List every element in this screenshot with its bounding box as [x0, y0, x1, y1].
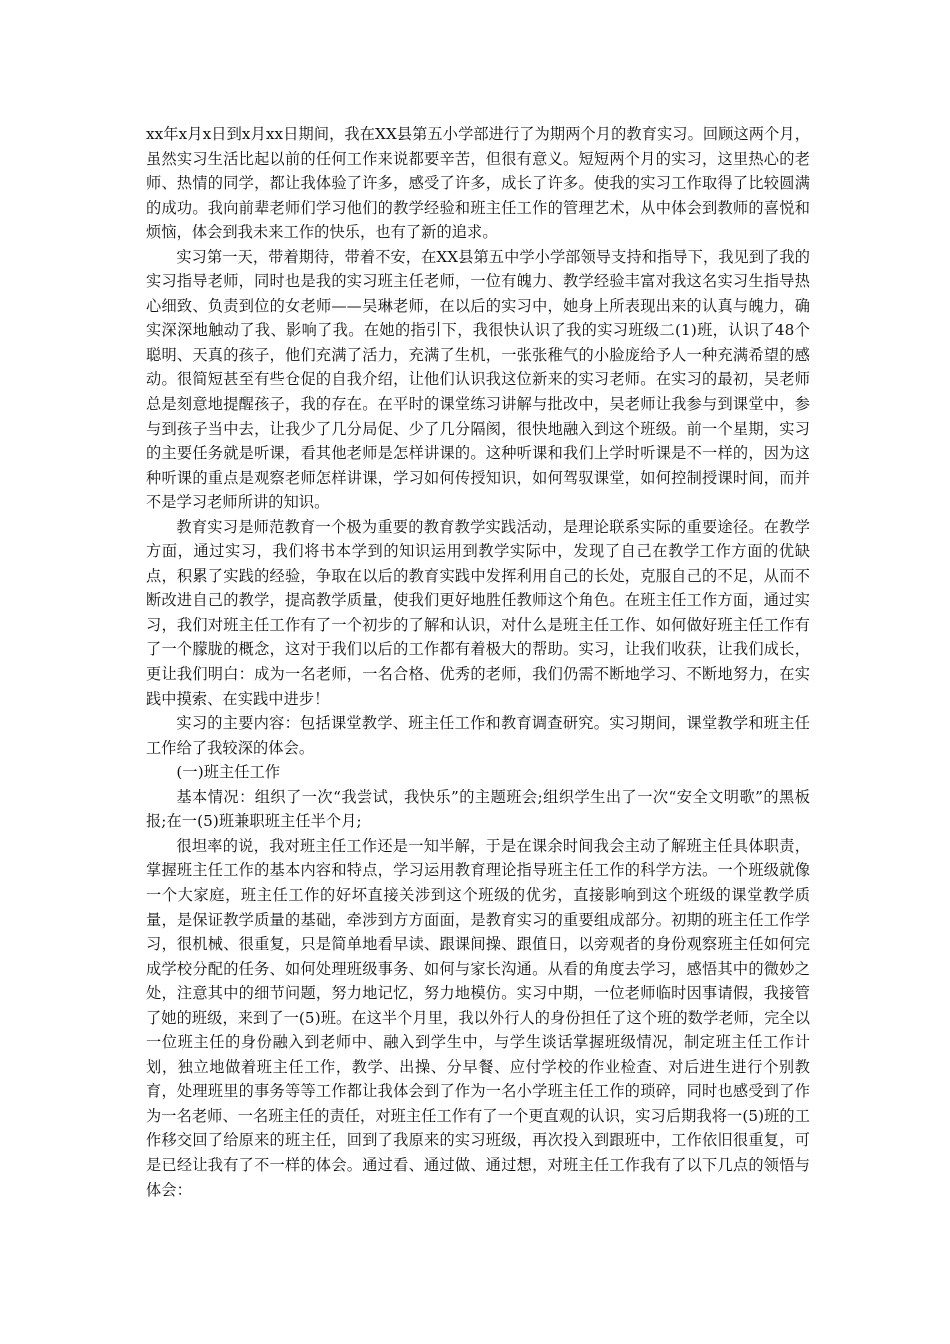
- paragraph-basic-situation: 基本情况：组织了一次“我尝试，我快乐”的主题班会;组织学生出了一次“安全文明歌”的黑板报;在一(5)班兼职班主任半个月;: [146, 787, 810, 831]
- paragraph-first-day: 实习第一天，带着期待，带着不安，在XX县第五中学小学部领导支持和指导下，我见到了我的实习指导老师，同时也是我的实习班主任老师，一位有魄力、教学经验丰富对我这名实习生指导热心细致、负责到位的女老师——吴琳老师，在以后的实习中，她身上所表现出来的认真与魄力，确实深深地触动了我、影响了我。在她的指引下，我很快认识了我的实习班级二(1)班，认识了48个聪明、天真的孩子，他们充满了活力，充满了生机，一张张稚气的小脸庞给予人一种充满希望的感动。很简短甚至有些仓促的自我介绍，让他们认识我这位新来的实习老师。在实习的最初，吴老师总是刻意地提醒孩子，我的存在。在平时的课堂练习讲解与批改中，吴老师让我参与到课堂中，参与到孩子当中去，让我少了几分局促、少了几分隔阂，很快地融入到这个班级。前一个星期，实习的主要任务就是听课，看其他老师是怎样讲课的。这种听课和我们上学时听课是不一样的，因为这种听课的重点是观察老师怎样讲课，学习如何传授知识，如何驾驭课堂，如何控制授课时间，而并不是学习老师所讲的知识。: [146, 247, 810, 512]
- paragraph-practice-significance: 教育实习是师范教育一个极为重要的教育教学实践活动，是理论联系实际的重要途径。在教学方面，通过实习，我们将书本学到的知识运用到教学实际中，发现了自己在教学工作方面的优缺点，积累了实践的经验，争取在以后的教育实践中发挥利用自己的长处，克服自己的不足，从而不断改进自己的教学，提高教学质量，使我们更好地胜任教师这个角色。在班主任工作方面，通过实习，我们对班主任工作有了一个初步的了解和认识，对什么是班主任工作、如何做好班主任工作有了一个朦胧的概念，这对于我们以后的工作都有着极大的帮助。实习，让我们收获，让我们成长，更让我们明白：成为一名老师，一名合格、优秀的老师，我们仍需不断地学习、不断地努力，在实践中摸索、在实践中进步！: [146, 517, 810, 708]
- paragraph-main-content: 实习的主要内容：包括课堂教学、班主任工作和教育调查研究。实习期间，课堂教学和班主任工作给了我较深的体会。: [146, 714, 810, 757]
- section-heading-class-teacher: (一)班主任工作: [176, 763, 281, 782]
- document-body: [146, 122, 810, 1202]
- paragraph-intro: xx年x月x日到x月xx日期间，我在XX县第五小学部进行了为期两个月的教育实习。回顾这两个月，虽然实习生活比起以前的任何工作来说都要辛苦，但很有意义。短短两个月的实习，这里热心的老师、热情的同学，都让我体验了许多，感受了许多，成长了许多。使我的实习工作取得了比较圆满的成功。我向前辈老师们学习他们的教学经验和班主任工作的管理艺术，从中体会到教师的喜悦和烦恼，体会到我未来工作的快乐，也有了新的追求。: [146, 125, 810, 242]
- paragraph-class-teacher-work: 很坦率的说，我对班主任工作还是一知半解，于是在课余时间我会主动了解班主任具体职责，掌握班主任工作的基本内容和特点，学习运用教育理论指导班主任工作的科学方法。一个班级就像一个大家庭，班主任工作的好坏直接关涉到这个班级的优劣，直接影响到这个班级的课堂教学质量，是保证教学质量的基础，牵涉到方方面面，是教育实习的重要组成部分。初期的班主任工作学习，很机械、很重复，只是简单地看早读、跟课间操、跟值日，以旁观者的身份观察班主任如何完成学校分配的任务、如何处理班级事务、如何与家长沟通。从看的角度去学习，感悟其中的微妙之处，注意其中的细节问题，努力地记忆，努力地模仿。实习中期，一位老师临时因事请假，我接管了她的班级，来到了一(5)班。在这半个月里，我以外行人的身份担任了这个班的数学老师，完全以一位班主任的身份融入到老师中、融入到学生中，与学生谈话掌握班级情况，制定班主任工作计划，独立地做着班主任工作，教学、出操、分早餐、应付学校的作业检查、对后进生进行个别教育，处理班里的事务等等工作都让我体会到了作为一名小学班主任工作的琐碎，同时也感受到了作为一名老师、一名班主任的责任，对班主任工作有了一个更直观的认识，实习后期我将一(5)班的工作移交回了给原来的班主任，回到了我原来的实习班级，再次投入到跟班中，工作依旧很重复，可是已经让我有了不一样的体会。通过看、通过做、通过想，对班主任工作我有了以下几点的领悟与体会：: [146, 836, 810, 1199]
